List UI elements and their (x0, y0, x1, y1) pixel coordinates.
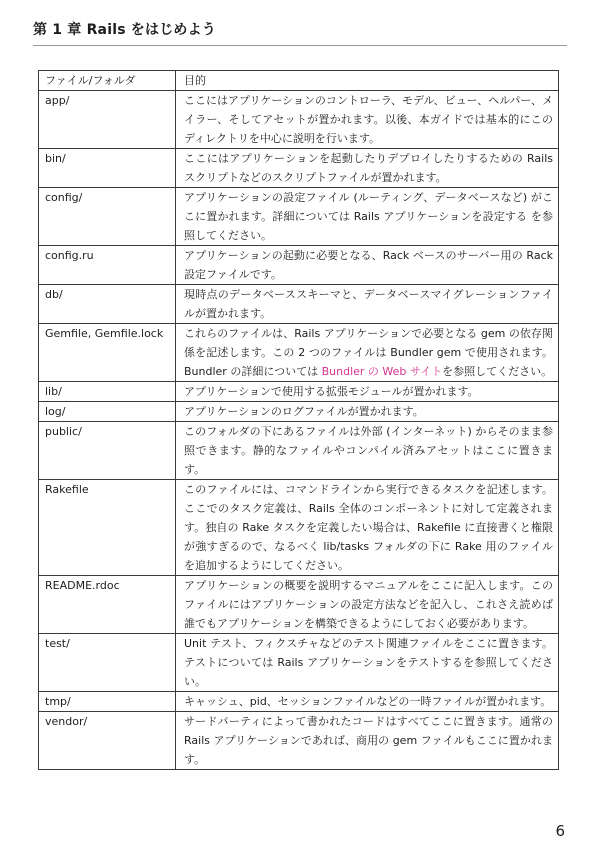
column-header-purpose: 目的 (176, 71, 559, 91)
chapter-header: 第 1 章 Rails をはじめよう (33, 22, 216, 38)
table-row (39, 634, 559, 692)
row-name: app/ (39, 91, 176, 149)
row-description: アプリケーションの概要を説明するマニュアルをここに記入します。このファイルにはアプリケーションの設定方法などを記入し、これさえ読めば誰でもアプリケーションを構築できるようにしておく必要があります。 (176, 576, 559, 634)
table-row (39, 149, 559, 188)
row-name: log/ (39, 402, 176, 422)
row-description: ここにはアプリケーションを起動したりデプロイしたりするための Rails スクリプトなどのスクリプトファイルが置かれます。 (176, 149, 559, 188)
row-description: ここにはアプリケーションのコントローラ、モデル、ビュー、ヘルパー、メイラー、そしてアセットが置かれます。以後、本ガイドでは基本的にこのディレクトリを中心に説明を行います。 (176, 91, 559, 149)
row-name: bin/ (39, 149, 176, 188)
table-row (39, 576, 559, 634)
table-row (39, 402, 559, 422)
row-name: config.ru (39, 246, 176, 285)
table-row (39, 324, 559, 382)
row-description-text: これらのファイルは、Rails アプリケーションで必要となる gem の依存関係を記述します。この 2 つのファイルは Bundler gem で使用されます。Bundler の詳細については (184, 327, 553, 378)
table-row (39, 285, 559, 324)
row-name: public/ (39, 422, 176, 480)
row-description: サードパーティによって書かれたコードはすべてここに置きます。通常の Rails アプリケーションであれば、商用の gem ファイルもここに置かれます。 (176, 712, 559, 770)
table-row (39, 246, 559, 285)
row-description: このファイルには、コマンドラインから実行できるタスクを記述します。ここでのタスク定義は、Rails 全体のコンポーネントに対して定義されます。独自の Rake タスクを定義したい場合は、Rakefile に直接書くと権限が強すぎるので、なるべく lib/tasks フォルダの下に Rake 用のファイルを追加するようにしてください。 (176, 480, 559, 576)
column-header-file-folder: ファイル/フォルダ (39, 71, 176, 91)
row-name: config/ (39, 188, 176, 246)
row-name: vendor/ (39, 712, 176, 770)
header-divider (33, 45, 567, 46)
row-description (176, 324, 559, 382)
table-row (39, 91, 559, 149)
table-row (39, 480, 559, 576)
row-name: Rakefile (39, 480, 176, 576)
row-description: アプリケーションで使用する拡張モジュールが置かれます。 (176, 382, 559, 402)
bundler-website-link[interactable]: Bundler の Web サイト (321, 365, 443, 378)
table-row (39, 188, 559, 246)
table-row (39, 692, 559, 712)
row-name: Gemfile, Gemfile.lock (39, 324, 176, 382)
row-name: db/ (39, 285, 176, 324)
row-name: tmp/ (39, 692, 176, 712)
table-row (39, 382, 559, 402)
row-description: アプリケーションの起動に必要となる、Rack ベースのサーバー用の Rack 設定ファイルです。 (176, 246, 559, 285)
row-name: test/ (39, 634, 176, 692)
row-description: Unit テスト、フィクスチャなどのテスト関連ファイルをここに置きます。テストについては Rails アプリケーションをテストするを参照してください。 (176, 634, 559, 692)
row-name: lib/ (39, 382, 176, 402)
table-row (39, 712, 559, 770)
row-description: 現時点のデータベーススキーマと、データベースマイグレーションファイルが置かれます。 (176, 285, 559, 324)
row-description: アプリケーションのログファイルが置かれます。 (176, 402, 559, 422)
row-name: README.rdoc (39, 576, 176, 634)
file-folder-table (38, 70, 559, 770)
row-description: キャッシュ、pid、セッションファイルなどの一時ファイルが置かれます。 (176, 692, 559, 712)
row-description-text: を参照してください。 (442, 365, 553, 378)
table-row (39, 422, 559, 480)
table-header-row (39, 71, 559, 91)
row-description: アプリケーションの設定ファイル (ルーティング、データベースなど) がここに置かれます。詳細については Rails アプリケーションを設定する を参照してください。 (176, 188, 559, 246)
row-description: このフォルダの下にあるファイルは外部 (インターネット) からそのまま参照できます。静的なファイルやコンパイル済みアセットはここに置きます。 (176, 422, 559, 480)
page-number: 6 (555, 822, 565, 840)
